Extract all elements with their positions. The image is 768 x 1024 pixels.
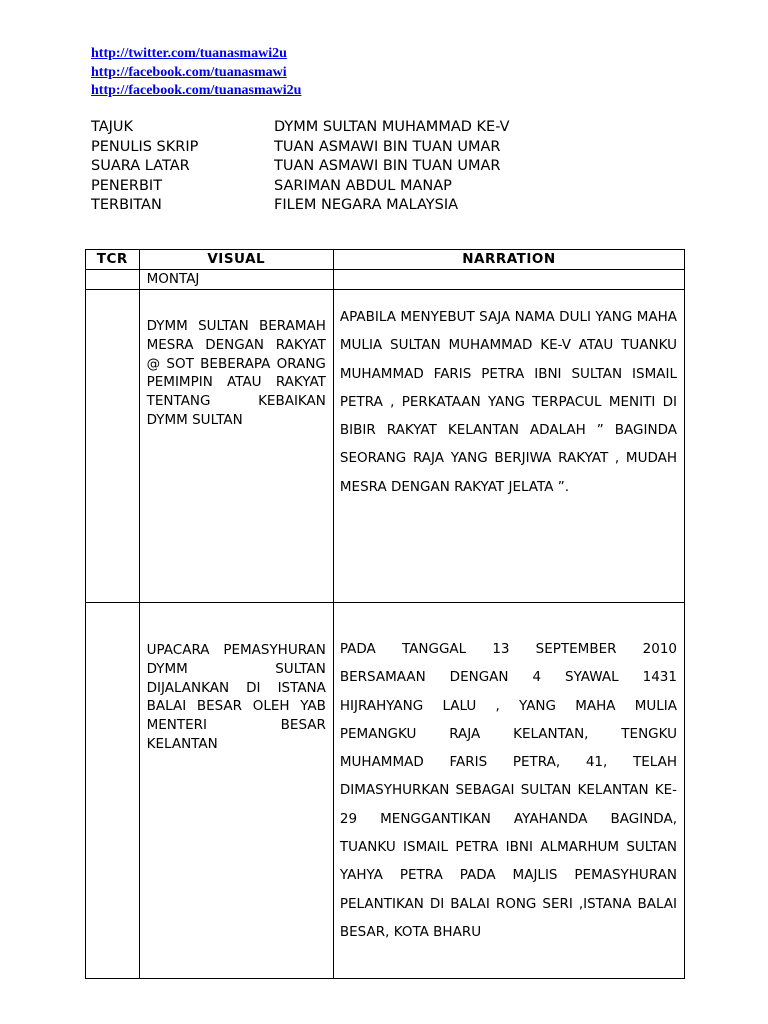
montaj-row <box>86 270 685 290</box>
meta-value: FILEM NEGARA MALAYSIA <box>274 197 459 213</box>
script-metadata <box>91 118 510 216</box>
visual-text: DYMM SULTAN BERAMAH MESRA DENGAN RAKYAT @ SOT BEBERAPA ORANG PEMIMPIN ATAU RAKYAT TENTANG KEBAIKAN DYMM SULTAN <box>146 318 326 428</box>
meta-value: TUAN ASMAWI BIN TUAN UMAR <box>274 138 501 155</box>
header-narration: NARRATION <box>333 250 684 270</box>
meta-value: SARIMAN ABDUL MANAP <box>274 177 452 194</box>
montaj-label: MONTAJ <box>146 271 200 287</box>
meta-key: TERBITAN <box>91 197 162 213</box>
header-visual: VISUAL <box>139 250 333 270</box>
meta-value: TUAN ASMAWI BIN TUAN UMAR <box>274 158 501 174</box>
table-row <box>86 603 685 979</box>
script-table <box>85 249 685 979</box>
facebook-link[interactable]: http://facebook.com/tuanasmawi <box>91 64 287 80</box>
meta-row-writer <box>91 138 510 158</box>
narration-text: PADA TANGGAL 13 SEPTEMBER 2010 BERSAMAAN DENGAN 4 SYAWAL 1431 HIJRAHYANG LALU , YANG MAHA MULIA PEMANGKU RAJA KELANTAN, TENGKU MUHAMMAD FARIS PETRA, 41, TELAH DIMASYHURKAN SEBAGAI SULTAN KELANTAN KE-29 MENGGANTIKAN AYAHANDA BAGINDA, TUANKU ISMAIL PETRA IBNI ALMARHUM SULTAN YAHYA PETRA PADA MAJLIS PEMASYHURAN PELANTIKAN DI BALAI RONG SERI ,ISTANA BALAI BESAR, KOTA BHARU <box>339 641 677 940</box>
table-row <box>86 290 685 603</box>
social-links <box>91 45 301 101</box>
meta-key: PENERBIT <box>91 177 163 194</box>
twitter-link[interactable]: http://twitter.com/tuanasmawi2u <box>91 46 287 61</box>
meta-row-producer <box>91 177 510 197</box>
meta-key: PENULIS SKRIP <box>91 138 199 155</box>
meta-row-title <box>91 118 510 138</box>
meta-row-publisher <box>91 196 510 216</box>
table-header-row <box>86 250 685 270</box>
narration-cell <box>333 603 684 979</box>
meta-key: TAJUK <box>91 119 134 135</box>
montaj-cell <box>139 270 333 290</box>
narration-text: APABILA MENYEBUT SAJA NAMA DULI YANG MAHA MULIA SULTAN MUHAMMAD KE-V ATAU TUANKU MUHAMMAD FARIS PETRA IBNI SULTAN ISMAIL PETRA , PERKATAAN YANG TERPACUL MENITI DI BIBIR RAKYAT KELANTAN ADALAH ” BAGINDA SEORANG RAJA YANG BERJIWA RAKYAT , MUDAH MESRA DENGAN RAKYAT JELATA ”. <box>339 309 677 495</box>
visual-cell <box>139 603 333 979</box>
tcr-cell <box>86 290 140 603</box>
meta-value: DYMM SULTAN MUHAMMAD KE-V <box>274 119 510 135</box>
visual-cell <box>139 290 333 603</box>
visual-text: UPACARA PEMASYHURAN DYMM SULTAN DIJALANKAN DI ISTANA BALAI BESAR OLEH YAB MENTERI BESAR KELANTAN <box>146 642 326 752</box>
facebook-link-2[interactable]: http://facebook.com/tuanasmawi2u <box>91 83 302 98</box>
header-tcr: TCR <box>86 250 140 270</box>
tcr-cell <box>86 270 140 290</box>
tcr-cell <box>86 603 140 979</box>
meta-row-voice <box>91 157 510 177</box>
meta-key: SUARA LATAR <box>91 158 190 174</box>
narration-cell <box>333 290 684 603</box>
narration-cell <box>333 270 684 290</box>
